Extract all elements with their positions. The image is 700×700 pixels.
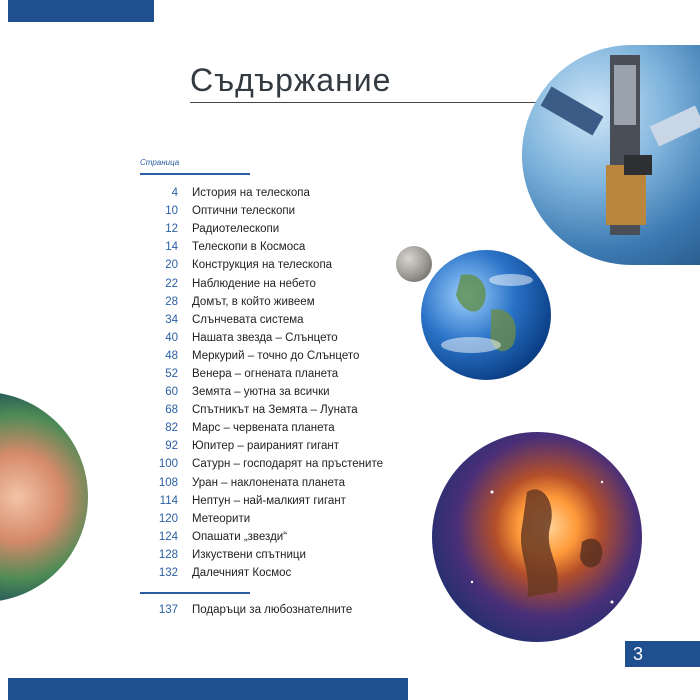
toc-row[interactable]	[140, 293, 400, 311]
toc-row[interactable]	[140, 419, 400, 437]
moon-image	[396, 246, 432, 282]
toc-row[interactable]	[140, 437, 400, 455]
toc-page: 137	[158, 604, 178, 617]
toc-page: 128	[158, 548, 178, 561]
separator-rule	[140, 592, 250, 594]
toc-title: Наблюдение на небето	[192, 277, 316, 290]
toc-title: История на телескопа	[192, 187, 310, 200]
toc-title: Юпитер – раираният гигант	[192, 440, 340, 453]
toc-page: 14	[165, 241, 178, 254]
toc-title: Спътникът на Земята – Луната	[192, 404, 358, 417]
toc-title: Опашати „звезди“	[192, 530, 288, 543]
toc-page: 100	[158, 458, 178, 471]
toc-row-extra[interactable]	[140, 601, 352, 619]
toc-title: Нашата звезда – Слънцето	[192, 331, 338, 344]
toc-row[interactable]	[140, 329, 400, 347]
toc-title: Уран – наклонената планета	[192, 476, 346, 489]
column-label: Страница	[140, 158, 180, 167]
toc-row[interactable]	[140, 492, 400, 510]
toc-page: 48	[165, 349, 178, 362]
toc-page: 124	[158, 530, 178, 543]
toc-title: Далечният Космос	[192, 567, 292, 580]
toc-row[interactable]	[140, 365, 400, 383]
toc-row[interactable]	[140, 455, 400, 473]
table-of-contents	[140, 184, 400, 582]
toc-row[interactable]	[140, 510, 400, 528]
top-accent-bar	[8, 0, 154, 22]
nebula-image	[432, 432, 642, 642]
toc-row[interactable]	[140, 474, 400, 492]
toc-page: 20	[165, 259, 178, 272]
earth-image	[421, 250, 551, 380]
toc-title: Подаръци за любознателните	[192, 604, 353, 617]
toc-title: Конструкция на телескопа	[192, 259, 333, 272]
toc-page: 114	[159, 494, 178, 507]
toc-page: 60	[165, 386, 178, 399]
page-title: Съдържание	[190, 62, 392, 98]
toc-title: Земята – уютна за всички	[192, 386, 330, 399]
venus-image	[0, 392, 88, 602]
toc-page: 132	[158, 567, 178, 580]
toc-row[interactable]	[140, 311, 400, 329]
toc-row[interactable]	[140, 347, 400, 365]
toc-title: Радиотелескопи	[192, 223, 280, 236]
toc-title: Изкуствени спътници	[192, 548, 306, 561]
toc-title: Меркурий – точно до Слънцето	[192, 349, 360, 362]
toc-page: 28	[165, 295, 178, 308]
toc-page: 34	[165, 313, 178, 326]
toc-page: 92	[165, 440, 178, 453]
toc-row[interactable]	[140, 184, 400, 202]
page-number: 3	[625, 641, 700, 667]
toc-page: 10	[165, 205, 178, 218]
toc-row[interactable]	[140, 383, 400, 401]
toc-page: 120	[158, 512, 178, 525]
toc-page: 52	[165, 367, 178, 380]
toc-title: Метеорити	[192, 512, 251, 525]
title-underline	[190, 102, 540, 103]
toc-row[interactable]	[140, 564, 400, 582]
toc-row[interactable]	[140, 238, 400, 256]
toc-row[interactable]	[140, 274, 400, 292]
toc-row[interactable]	[140, 202, 400, 220]
toc-row[interactable]	[140, 528, 400, 546]
space-telescope-image	[522, 45, 700, 265]
toc-title: Нептун – най-малкият гигант	[192, 494, 346, 507]
toc-page: 68	[165, 404, 178, 417]
toc-title: Слънчевата система	[192, 313, 304, 326]
toc-page: 108	[158, 476, 178, 489]
toc-page: 12	[165, 223, 178, 236]
toc-title: Телескопи в Космоса	[192, 241, 306, 254]
toc-row[interactable]	[140, 401, 400, 419]
toc-title: Оптични телескопи	[192, 205, 296, 218]
toc-row[interactable]	[140, 546, 400, 564]
bottom-accent-bar	[8, 678, 408, 700]
toc-page: 82	[165, 422, 178, 435]
toc-row[interactable]	[140, 256, 400, 274]
toc-row[interactable]	[140, 220, 400, 238]
toc-page: 40	[165, 331, 178, 344]
toc-page: 4	[171, 187, 178, 200]
column-rule	[140, 173, 250, 175]
toc-page: 22	[165, 277, 178, 290]
toc-title: Домът, в който живеем	[192, 295, 315, 308]
toc-title: Сатурн – господарят на пръстените	[192, 458, 383, 471]
toc-title: Венера – огнената планета	[192, 367, 339, 380]
toc-title: Марс – червената планета	[192, 422, 335, 435]
